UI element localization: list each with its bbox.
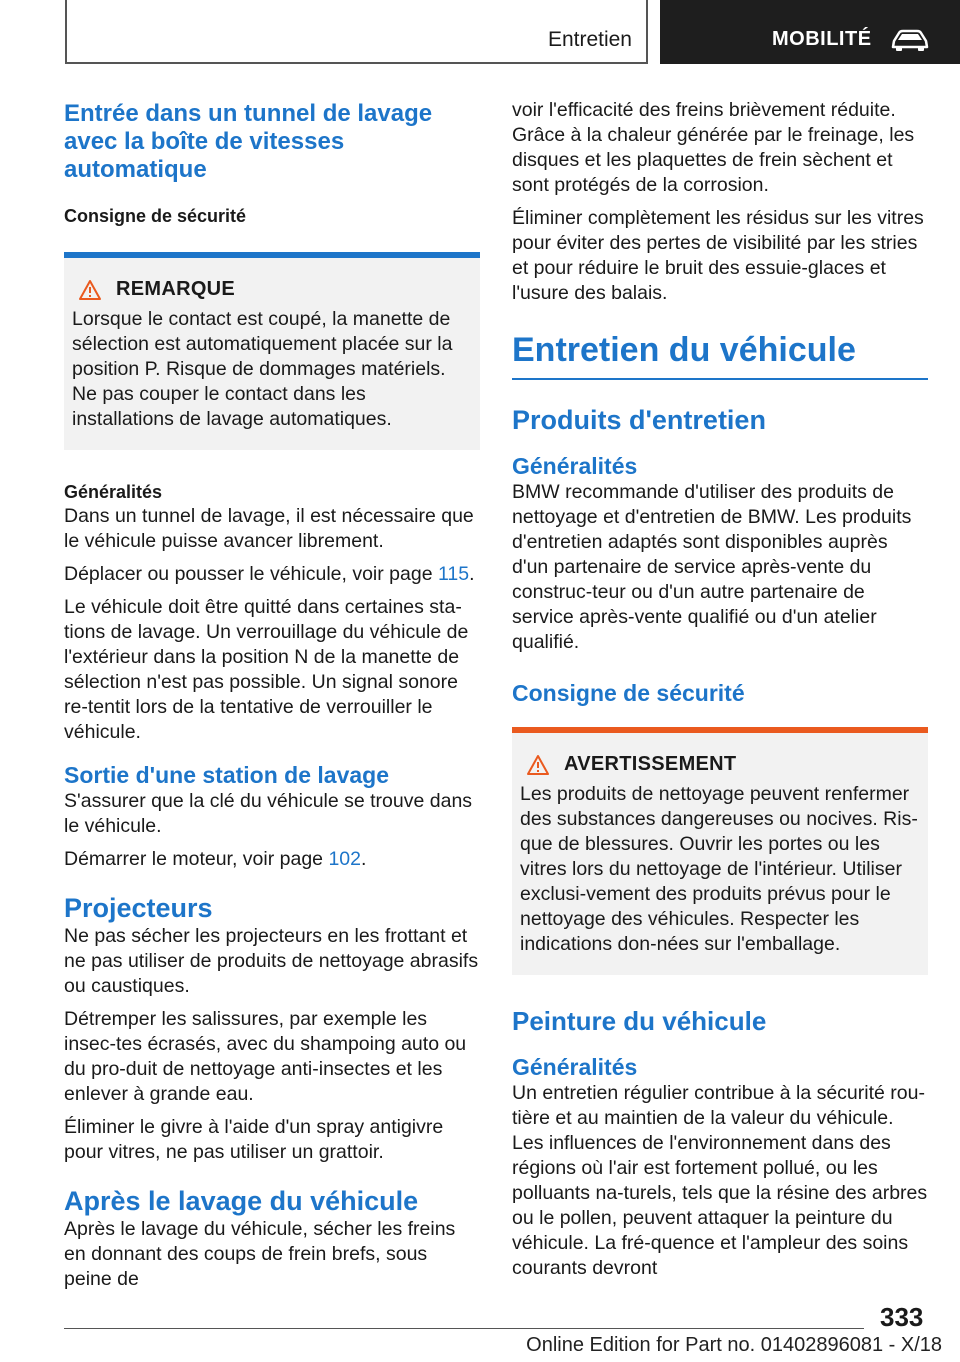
footer-divider: [64, 1328, 864, 1329]
right-column: [512, 98, 928, 1281]
paragraph: Éliminer le givre à l'aide d'un spray antigivre pour vitres, ne pas utiliser un grattoir.: [64, 1116, 444, 1163]
notice-box: [64, 252, 480, 450]
warning-text: Les produits de nettoyage peuvent renfermer des substances dangereuses ou nocives. Ris-que de blessures. Ouvrir les portes ou les vitres lors du nettoyage de l'intérieur. Utiliser exclusi-vement des produits prévus pour le nettoyage des véhicules. Respecter les indications don-nées sur l'emballage.: [520, 783, 918, 955]
warning-box: [512, 727, 928, 975]
general-heading: Généralités: [64, 482, 163, 502]
paragraph: S'assurer que la clé du véhicule se trouve dans le véhicule.: [64, 790, 473, 837]
paragraph: Détremper les salissures, par exemple les insec-tes écrasés, avec du shampoing auto ou du pro-duit de nettoyage anti-insectes et les enlever à grande eau.: [64, 1008, 467, 1105]
exit-heading: Sortie d'une station de lavage: [64, 762, 389, 788]
general-heading: Généralités: [512, 453, 638, 479]
left-column: [64, 100, 480, 1292]
paragraph: BMW recommande d'utiliser des produits de nettoyage et d'entretien de BMW. Les produits d'entretien adaptés sont disponibles auprès d'un partenaire de service après-vente du construc-teur ou d'un autre partenaire de service après-vente qualifié ou d'un atelier qualifié.: [512, 481, 912, 653]
page-link-102[interactable]: 102: [328, 848, 361, 870]
page-number: 333: [880, 1302, 924, 1332]
warning-triangle-icon: [526, 754, 550, 776]
paragraph: Ne pas sécher les projecteurs en les frottant et ne pas utiliser de produits de nettoyage abrasifs ou caustiques.: [64, 925, 479, 997]
warning-label: AVERTISSEMENT: [564, 753, 737, 775]
paragraph: Dans un tunnel de lavage, il est nécessaire que le véhicule puisse avancer librement.: [64, 505, 474, 552]
paragraph-with-link: Déplacer ou pousser le véhicule, voir page 115.: [64, 563, 475, 585]
paragraph: Après le lavage du véhicule, sécher les freins en donnant des coups de frein brefs, sous peine de: [64, 1218, 456, 1290]
header-section-box: [65, 0, 648, 64]
warning-triangle-icon: [78, 279, 102, 301]
after-wash-heading: Après le lavage du véhicule: [64, 1186, 419, 1216]
paint-heading: Peinture du véhicule: [512, 1006, 767, 1036]
header-chapter-box: [660, 0, 960, 64]
section-title-tunnel: Entrée dans un tunnel de lavage avec la boîte de vitesses automatique: [64, 100, 433, 183]
notice-label: REMARQUE: [116, 278, 236, 300]
paragraph: Éliminer complètement les résidus sur les vitres pour éviter des pertes de visibilité par les stries et pour réduire le bruit des essuie-glaces et l'usure des balais.: [512, 207, 924, 304]
paragraph-with-link: Démarrer le moteur, voir page 102.: [64, 848, 367, 870]
header-chapter-title: MOBILITÉ: [772, 28, 872, 50]
notice-text: Lorsque le contact est coupé, la manette de sélection est automatiquement placée sur la position P. Risque de dommages matériels. Ne pas couper le contact dans les installations de lavage automatiques.: [72, 308, 453, 430]
paragraph: Un entretien régulier contribue à la sécurité rou-tière et au maintien de la valeur du véhicule. Les influences de l'environnement dans des régions où l'air est fortement pollué, ou les polluants na-turels, tels que la résine des arbres ou le pollen, peuvent attaquer la peinture du véhicule. La fré-quence et l'ampleur des soins courants devront: [512, 1082, 928, 1279]
page-link-115[interactable]: 115: [437, 563, 470, 585]
projectors-heading: Projecteurs: [64, 893, 213, 923]
paragraph: voir l'efficacité des freins brièvement réduite. Grâce à la chaleur générée par le freinage, les disques et les plaquettes de frein sèchent et sont protégés de la corrosion.: [512, 99, 915, 196]
car-icon: [890, 28, 930, 52]
safety-heading: Consigne de sécurité: [512, 680, 745, 706]
paragraph: Le véhicule doit être quitté dans certaines sta-tions de lavage. Un verrouillage du véhicule de l'extérieur dans la position N de la manette de sélection n'est pas possible. Un signal sonore re-tentit lors de la tentative de verrouiller le véhicule.: [64, 596, 469, 743]
main-heading: Entretien du véhicule: [512, 330, 928, 380]
header-section-title: Entretien: [547, 28, 632, 51]
products-heading: Produits d'entretien: [512, 405, 766, 435]
safety-heading: Consigne de sécurité: [64, 206, 247, 226]
footer-edition: Online Edition for Part no. 01402896081 - X/18: [526, 1334, 942, 1356]
general-heading: Généralités: [512, 1054, 638, 1080]
